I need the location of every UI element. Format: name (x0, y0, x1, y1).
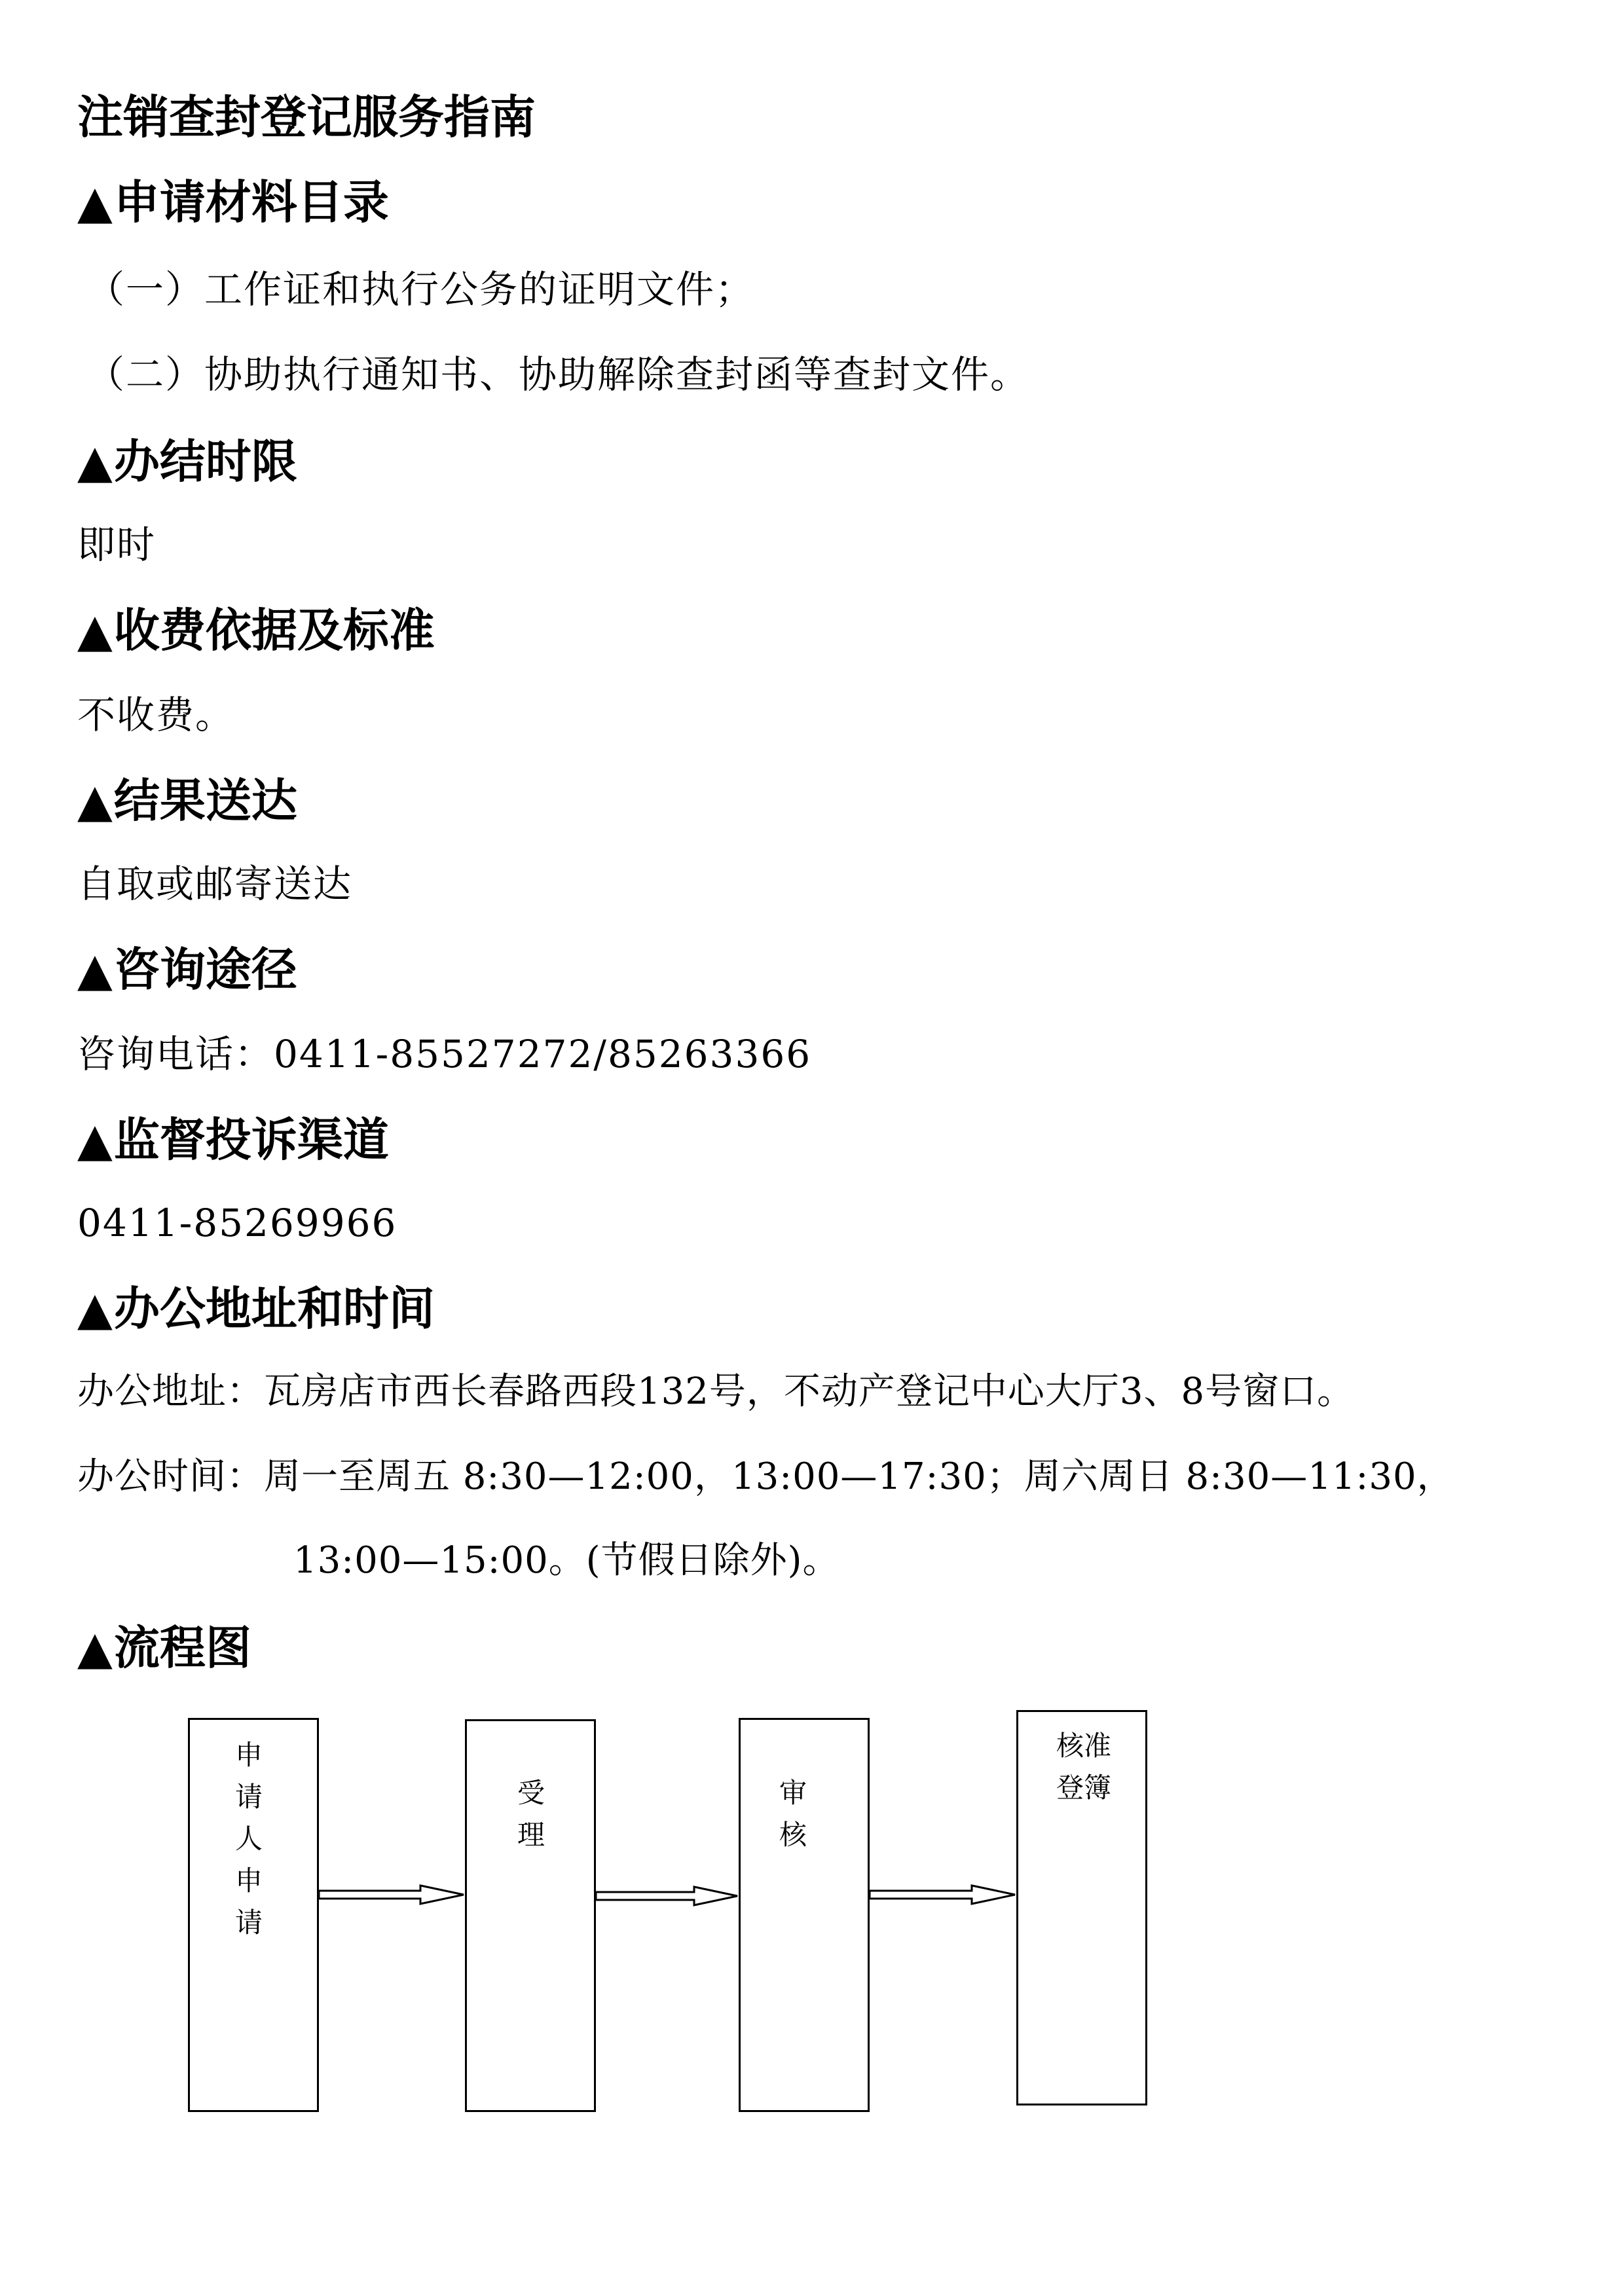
section-heading-fees: ▲收费依据及标准 (77, 604, 435, 657)
document-title: 注销查封登记服务指南 (77, 90, 536, 144)
materials-item-2: （二）协助执行通知书、协助解除查封函等查封文件。 (86, 352, 1030, 397)
section-heading-time-limit: ▲办结时限 (77, 435, 297, 488)
section-heading-office: ▲办公地址和时间 (77, 1282, 435, 1336)
triangle-icon: ▲ (77, 175, 113, 229)
triangle-icon: ▲ (77, 1621, 113, 1675)
section-heading-complaint: ▲监督投诉渠道 (77, 1113, 389, 1167)
time-limit-text: 即时 (77, 522, 157, 567)
section-heading-consult: ▲咨询途径 (77, 943, 297, 996)
section-heading-materials: ▲申请材料目录 (77, 175, 389, 229)
flow-step-apply: 申 请 人 申 请 (188, 1718, 319, 2112)
flow-step-review: 审 核 (739, 1718, 870, 2112)
section-heading-flowchart: ▲流程图 (77, 1621, 251, 1675)
flow-arrow-2 (596, 1884, 739, 1908)
flow-step-accept: 受 理 (465, 1719, 596, 2112)
flow-step-register: 核准 登簿 (1016, 1710, 1147, 2105)
office-hours-line-2: 13:00—15:00。(节假日除外)。 (293, 1539, 840, 1582)
triangle-icon: ▲ (77, 604, 113, 657)
section-heading-delivery: ▲结果送达 (77, 774, 297, 828)
delivery-text: 自取或邮寄送达 (77, 862, 353, 906)
materials-item-1: （一）工作证和执行公务的证明文件； (86, 267, 755, 312)
flow-arrow-3 (870, 1883, 1016, 1906)
flow-arrow-1 (319, 1883, 465, 1906)
consult-phone: 咨询电话：0411-85527272/85263366 (77, 1032, 812, 1076)
fees-text: 不收费。 (77, 693, 235, 737)
complaint-phone: 0411-85269966 (77, 1201, 397, 1245)
office-hours-line-1: 办公时间：周一至周五 8:30—12:00，13:00—17:30；周六周日 8:30—11:30， (77, 1455, 1454, 1498)
office-address: 办公地址：瓦房店市西长春路西段132号，不动产登记中心大厅3、8号窗口。 (77, 1370, 1355, 1413)
triangle-icon: ▲ (77, 943, 113, 996)
triangle-icon: ▲ (77, 1282, 113, 1336)
triangle-icon: ▲ (77, 1113, 113, 1167)
triangle-icon: ▲ (77, 435, 113, 488)
triangle-icon: ▲ (77, 774, 113, 828)
